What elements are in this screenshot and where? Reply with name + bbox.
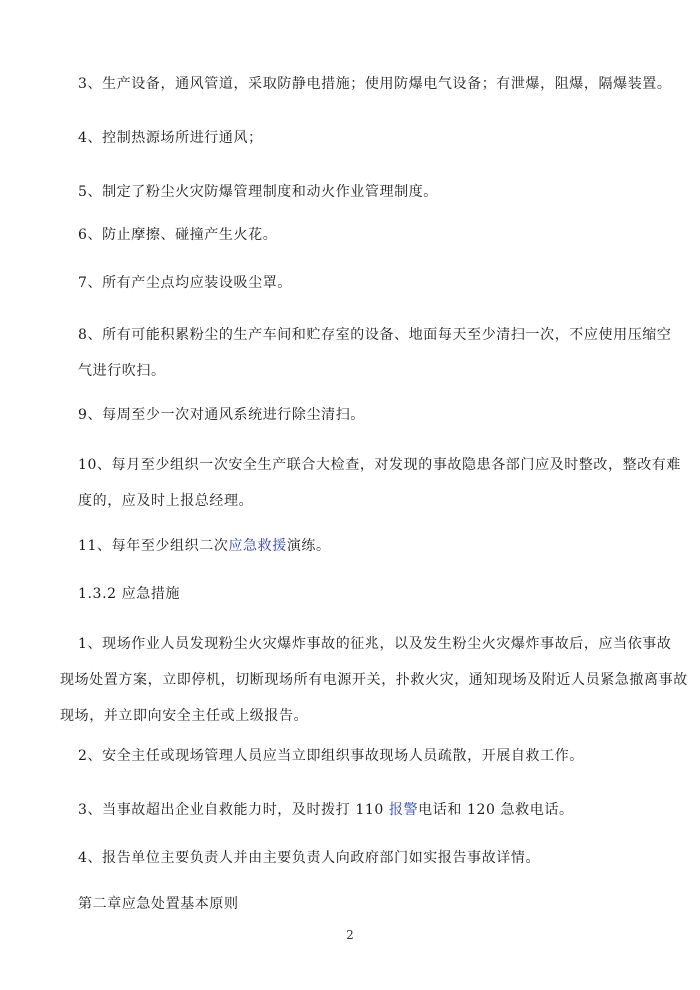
measure-3-text-after: 电话和 120 急救电话。 [418,802,574,818]
paragraph-8-line-1: 8、所有可能积累粉尘的生产车间和贮存室的设备、地面每天至少清扫一次，不应使用压缩空 [78,327,672,343]
paragraph-3: 3、生产设备，通风管道，采取防静电措施；使用防爆电气设备；有泄爆，阻爆，隔爆装置。 [78,76,672,92]
paragraph-10-line-1: 10、每月至少组织一次安全生产联合大检查，对发现的事故隐患各部门应及时整改，整改有难 [78,457,682,473]
chapter-heading: 第二章应急处置基本原则 [78,896,239,912]
paragraph-7: 7、所有产尘点均应装设吸尘罩。 [78,275,292,291]
measure-2: 2、安全主任或现场管理人员应当立即组织事故现场人员疏散，开展自救工作。 [78,748,584,764]
alarm-link[interactable]: 报警 [388,802,419,818]
paragraph-8-line-2: 气进行吹扫。 [78,363,166,379]
paragraph-10-line-2: 度的，应及时上报总经理。 [78,493,254,509]
measure-4: 4、报告单位主要负责人并由主要负责人向政府部门如实报告事故详情。 [78,850,541,866]
emergency-rescue-link[interactable]: 应急救援 [228,538,287,554]
measure-3-text-before: 3、当事故超出企业自救能力时，及时拨打 110 [78,802,389,818]
measure-1-line-1: 1、现场作业人员发现粉尘火灾爆炸事故的征兆，以及发生粉尘火灾爆炸事故后，应当依事故 [78,636,672,652]
paragraph-9: 9、每周至少一次对通风系统进行除尘清扫。 [78,407,365,423]
paragraph-6: 6、防止摩擦、碰撞产生火花。 [78,227,278,243]
measure-1-line-2: 现场处置方案，立即停机，切断现场所有电源开关，扑救火灾，通知现场及附近人员紧急撤离事故 [60,672,688,688]
paragraph-4: 4、控制热源场所进行通风； [78,130,263,146]
measure-1-line-3: 现场，并立即向安全主任或上级报告。 [60,708,309,724]
paragraph-8 [78,317,672,389]
paragraph-11 [78,528,638,564]
page-number: 2 [346,928,354,942]
paragraph-11-text-after: 演练。 [286,538,331,554]
section-heading-emergency-measures: 1.3.2 应急措施 [78,586,181,602]
paragraph-5: 5、制定了粉尘火灾防爆管理制度和动火作业管理制度。 [78,184,438,200]
measure-1 [60,626,688,734]
paragraph-11-text-before: 11、每年至少组织二次 [78,538,229,554]
measure-3 [78,792,638,828]
paragraph-10 [78,447,682,519]
